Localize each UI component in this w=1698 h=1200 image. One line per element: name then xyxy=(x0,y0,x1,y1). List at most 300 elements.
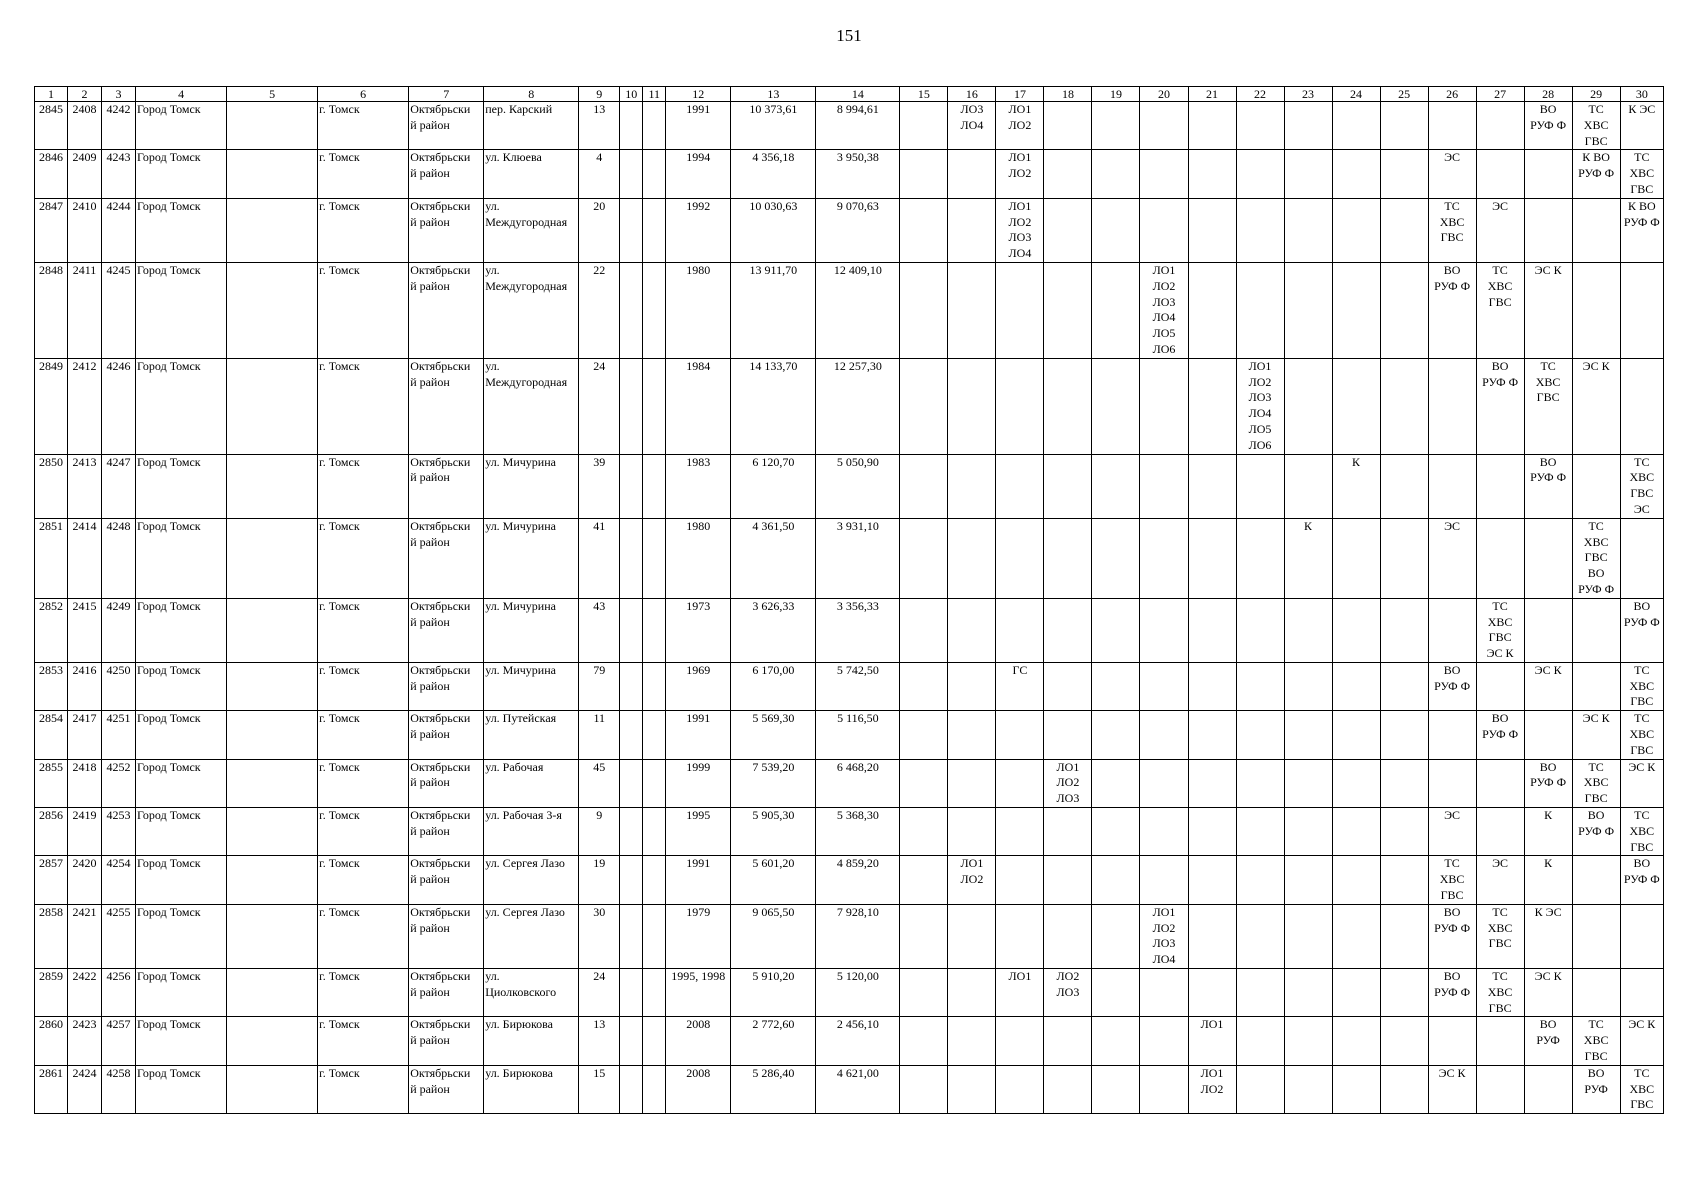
table-cell-col-16 xyxy=(948,662,996,710)
table-cell-col-21 xyxy=(1188,150,1236,198)
table-cell-col-16 xyxy=(948,1065,996,1113)
table-cell-col-17: ЛО1 xyxy=(996,969,1044,1017)
table-cell-col-8: ул. Рабочая 3-я xyxy=(484,808,579,856)
table-cell-col-23 xyxy=(1284,759,1332,807)
table-cell-col-19 xyxy=(1092,150,1140,198)
table-cell-col-22 xyxy=(1236,662,1284,710)
table-cell-col-30 xyxy=(1620,518,1663,598)
table-cell-col-4: Город Томск xyxy=(136,454,227,518)
table-header-row xyxy=(35,87,1664,102)
table-cell-col-4: Город Томск xyxy=(136,856,227,904)
table-cell-col-2: 2424 xyxy=(68,1065,102,1113)
table-cell-col-27: ТС ХВС ГВС xyxy=(1476,969,1524,1017)
table-cell-col-4: Город Томск xyxy=(136,198,227,262)
column-header-1: 1 xyxy=(35,87,68,102)
table-cell-col-14: 12 257,30 xyxy=(816,358,900,454)
table-cell-col-1: 2860 xyxy=(35,1017,68,1065)
table-cell-col-14: 6 468,20 xyxy=(816,759,900,807)
table-cell-col-24 xyxy=(1332,102,1380,150)
table-cell-col-8: ул. Сергея Лазо xyxy=(484,856,579,904)
table-cell-col-18 xyxy=(1044,198,1092,262)
table-cell-col-10 xyxy=(620,262,643,358)
table-cell-col-6: г. Томск xyxy=(318,969,409,1017)
table-cell-col-27 xyxy=(1476,454,1524,518)
table-cell-col-5 xyxy=(227,904,318,968)
table-cell-col-26 xyxy=(1428,1017,1476,1065)
table-cell-col-3: 4253 xyxy=(102,808,136,856)
table-cell-col-4: Город Томск xyxy=(136,518,227,598)
table-cell-col-5 xyxy=(227,1065,318,1113)
table-cell-col-25 xyxy=(1380,198,1428,262)
table-cell-col-1: 2848 xyxy=(35,262,68,358)
table-cell-col-23 xyxy=(1284,358,1332,454)
table-cell-col-30: ВО РУФ Ф xyxy=(1620,598,1663,662)
table-cell-col-12: 2008 xyxy=(666,1065,731,1113)
table-cell-col-30: К ВО РУФ Ф xyxy=(1620,198,1663,262)
table-cell-col-21 xyxy=(1188,808,1236,856)
table-cell-col-19 xyxy=(1092,711,1140,759)
table-cell-col-17: ЛО1 ЛО2 ЛО3 ЛО4 xyxy=(996,198,1044,262)
table-cell-col-6: г. Томск xyxy=(318,808,409,856)
table-cell-col-27: ВО РУФ Ф xyxy=(1476,358,1524,454)
table-cell-col-27 xyxy=(1476,518,1524,598)
table-cell-col-8: пер. Карский xyxy=(484,102,579,150)
table-cell-col-27 xyxy=(1476,150,1524,198)
table-row xyxy=(35,904,1664,968)
table-cell-col-29 xyxy=(1572,454,1620,518)
table-cell-col-6: г. Томск xyxy=(318,198,409,262)
table-cell-col-16 xyxy=(948,759,996,807)
table-cell-col-22 xyxy=(1236,711,1284,759)
table-cell-col-26: ЭС xyxy=(1428,518,1476,598)
table-cell-col-10 xyxy=(620,662,643,710)
table-cell-col-23 xyxy=(1284,262,1332,358)
table-cell-col-11 xyxy=(643,518,666,598)
table-cell-col-17 xyxy=(996,711,1044,759)
column-header-7: 7 xyxy=(409,87,484,102)
table-cell-col-4: Город Томск xyxy=(136,1017,227,1065)
table-cell-col-8: ул. Путейская xyxy=(484,711,579,759)
table-cell-col-9: 20 xyxy=(579,198,620,262)
table-cell-col-5 xyxy=(227,598,318,662)
table-cell-col-8: ул. Мичурина xyxy=(484,598,579,662)
column-header-14: 14 xyxy=(816,87,900,102)
table-cell-col-20 xyxy=(1140,102,1188,150)
table-cell-col-22 xyxy=(1236,904,1284,968)
table-cell-col-9: 4 xyxy=(579,150,620,198)
column-header-12: 12 xyxy=(666,87,731,102)
table-cell-col-11 xyxy=(643,711,666,759)
table-cell-col-8: ул. Междугородная xyxy=(484,198,579,262)
table-cell-col-13: 7 539,20 xyxy=(731,759,816,807)
table-cell-col-2: 2418 xyxy=(68,759,102,807)
table-cell-col-11 xyxy=(643,808,666,856)
table-cell-col-25 xyxy=(1380,808,1428,856)
table-cell-col-17 xyxy=(996,808,1044,856)
column-header-9: 9 xyxy=(579,87,620,102)
table-cell-col-14: 12 409,10 xyxy=(816,262,900,358)
table-cell-col-29: ТС ХВС ГВС xyxy=(1572,759,1620,807)
table-cell-col-5 xyxy=(227,1017,318,1065)
column-header-4: 4 xyxy=(136,87,227,102)
table-cell-col-30: ВО РУФ Ф xyxy=(1620,856,1663,904)
table-cell-col-18 xyxy=(1044,358,1092,454)
table-cell-col-20 xyxy=(1140,150,1188,198)
table-cell-col-6: г. Томск xyxy=(318,711,409,759)
table-cell-col-15 xyxy=(900,198,948,262)
table-cell-col-27 xyxy=(1476,102,1524,150)
table-cell-col-13: 4 356,18 xyxy=(731,150,816,198)
table-cell-col-18 xyxy=(1044,518,1092,598)
table-cell-col-23 xyxy=(1284,904,1332,968)
table-cell-col-20 xyxy=(1140,856,1188,904)
column-header-30: 30 xyxy=(1620,87,1663,102)
column-header-26: 26 xyxy=(1428,87,1476,102)
table-cell-col-4: Город Томск xyxy=(136,358,227,454)
table-cell-col-27: ВО РУФ Ф xyxy=(1476,711,1524,759)
table-cell-col-21 xyxy=(1188,856,1236,904)
table-row xyxy=(35,598,1664,662)
table-cell-col-9: 24 xyxy=(579,358,620,454)
table-cell-col-26: ТС ХВС ГВС xyxy=(1428,198,1476,262)
table-cell-col-9: 30 xyxy=(579,904,620,968)
table-cell-col-19 xyxy=(1092,1065,1140,1113)
table-cell-col-7: Октябрьски й район xyxy=(409,1065,484,1113)
table-cell-col-13: 5 905,30 xyxy=(731,808,816,856)
table-cell-col-3: 4246 xyxy=(102,358,136,454)
table-cell-col-7: Октябрьски й район xyxy=(409,454,484,518)
table-cell-col-27: ЭС xyxy=(1476,856,1524,904)
table-cell-col-13: 5 601,20 xyxy=(731,856,816,904)
table-cell-col-21 xyxy=(1188,518,1236,598)
table-cell-col-12: 1992 xyxy=(666,198,731,262)
table-cell-col-16 xyxy=(948,518,996,598)
table-cell-col-30: ТС ХВС ГВС xyxy=(1620,808,1663,856)
table-cell-col-6: г. Томск xyxy=(318,1017,409,1065)
table-cell-col-30 xyxy=(1620,969,1663,1017)
table-cell-col-15 xyxy=(900,856,948,904)
column-header-2: 2 xyxy=(68,87,102,102)
table-cell-col-1: 2852 xyxy=(35,598,68,662)
table-cell-col-9: 41 xyxy=(579,518,620,598)
table-cell-col-30: ЭС К xyxy=(1620,1017,1663,1065)
table-cell-col-27 xyxy=(1476,1065,1524,1113)
table-cell-col-30: ТС ХВС ГВС xyxy=(1620,150,1663,198)
column-header-25: 25 xyxy=(1380,87,1428,102)
table-cell-col-12: 1980 xyxy=(666,518,731,598)
table-cell-col-6: г. Томск xyxy=(318,518,409,598)
table-cell-col-17 xyxy=(996,1017,1044,1065)
table-cell-col-18 xyxy=(1044,856,1092,904)
table-cell-col-18: ЛО1 ЛО2 ЛО3 xyxy=(1044,759,1092,807)
table-cell-col-1: 2849 xyxy=(35,358,68,454)
table-cell-col-3: 4249 xyxy=(102,598,136,662)
table-cell-col-25 xyxy=(1380,969,1428,1017)
table-cell-col-2: 2409 xyxy=(68,150,102,198)
table-cell-col-13: 13 911,70 xyxy=(731,262,816,358)
table-cell-col-23 xyxy=(1284,711,1332,759)
table-cell-col-17 xyxy=(996,358,1044,454)
housing-registry-table xyxy=(34,86,1664,1114)
table-cell-col-28: К ЭС xyxy=(1524,904,1572,968)
table-cell-col-14: 5 116,50 xyxy=(816,711,900,759)
table-cell-col-20 xyxy=(1140,1017,1188,1065)
table-cell-col-7: Октябрьски й район xyxy=(409,262,484,358)
table-cell-col-9: 11 xyxy=(579,711,620,759)
table-cell-col-14: 5 368,30 xyxy=(816,808,900,856)
table-cell-col-7: Октябрьски й район xyxy=(409,969,484,1017)
table-cell-col-21 xyxy=(1188,598,1236,662)
table-row xyxy=(35,808,1664,856)
table-cell-col-24 xyxy=(1332,662,1380,710)
table-cell-col-16 xyxy=(948,262,996,358)
table-cell-col-12: 1979 xyxy=(666,904,731,968)
table-cell-col-2: 2420 xyxy=(68,856,102,904)
table-cell-col-2: 2423 xyxy=(68,1017,102,1065)
table-cell-col-6: г. Томск xyxy=(318,856,409,904)
column-header-19: 19 xyxy=(1092,87,1140,102)
table-cell-col-6: г. Томск xyxy=(318,1065,409,1113)
table-cell-col-20: ЛО1 ЛО2 ЛО3 ЛО4 xyxy=(1140,904,1188,968)
table-cell-col-22 xyxy=(1236,518,1284,598)
table-cell-col-9: 9 xyxy=(579,808,620,856)
table-cell-col-15 xyxy=(900,598,948,662)
table-cell-col-24 xyxy=(1332,808,1380,856)
table-cell-col-10 xyxy=(620,1065,643,1113)
table-cell-col-11 xyxy=(643,358,666,454)
table-cell-col-19 xyxy=(1092,454,1140,518)
table-cell-col-17: ЛО1 ЛО2 xyxy=(996,102,1044,150)
table-cell-col-20 xyxy=(1140,759,1188,807)
table-cell-col-25 xyxy=(1380,1017,1428,1065)
column-header-3: 3 xyxy=(102,87,136,102)
table-cell-col-20 xyxy=(1140,969,1188,1017)
table-cell-col-30: ТС ХВС ГВС ЭС xyxy=(1620,454,1663,518)
table-cell-col-30: К ЭС xyxy=(1620,102,1663,150)
table-cell-col-28: ВО РУФ Ф xyxy=(1524,102,1572,150)
table-cell-col-26 xyxy=(1428,454,1476,518)
table-cell-col-12: 1991 xyxy=(666,856,731,904)
table-cell-col-19 xyxy=(1092,904,1140,968)
table-cell-col-22 xyxy=(1236,1017,1284,1065)
table-cell-col-11 xyxy=(643,969,666,1017)
table-cell-col-6: г. Томск xyxy=(318,262,409,358)
column-header-15: 15 xyxy=(900,87,948,102)
table-cell-col-9: 45 xyxy=(579,759,620,807)
table-cell-col-4: Город Томск xyxy=(136,662,227,710)
table-cell-col-26 xyxy=(1428,759,1476,807)
table-cell-col-4: Город Томск xyxy=(136,904,227,968)
table-cell-col-22: ЛО1 ЛО2 ЛО3 ЛО4 ЛО5 ЛО6 xyxy=(1236,358,1284,454)
table-cell-col-19 xyxy=(1092,358,1140,454)
column-header-29: 29 xyxy=(1572,87,1620,102)
table-cell-col-11 xyxy=(643,856,666,904)
table-cell-col-3: 4248 xyxy=(102,518,136,598)
table-cell-col-1: 2850 xyxy=(35,454,68,518)
table-cell-col-3: 4258 xyxy=(102,1065,136,1113)
table-cell-col-14: 2 456,10 xyxy=(816,1017,900,1065)
column-header-8: 8 xyxy=(484,87,579,102)
table-cell-col-28 xyxy=(1524,1065,1572,1113)
table-row xyxy=(35,102,1664,150)
table-cell-col-29 xyxy=(1572,198,1620,262)
table-cell-col-9: 24 xyxy=(579,969,620,1017)
table-cell-col-15 xyxy=(900,662,948,710)
table-cell-col-11 xyxy=(643,102,666,150)
table-cell-col-3: 4257 xyxy=(102,1017,136,1065)
table-cell-col-14: 3 356,33 xyxy=(816,598,900,662)
table-cell-col-12: 1994 xyxy=(666,150,731,198)
table-cell-col-5 xyxy=(227,856,318,904)
table-cell-col-4: Город Томск xyxy=(136,102,227,150)
table-cell-col-10 xyxy=(620,358,643,454)
table-cell-col-7: Октябрьски й район xyxy=(409,598,484,662)
table-cell-col-26: ЭС xyxy=(1428,150,1476,198)
table-cell-col-14: 3 931,10 xyxy=(816,518,900,598)
table-cell-col-11 xyxy=(643,904,666,968)
table-cell-col-24 xyxy=(1332,262,1380,358)
table-cell-col-5 xyxy=(227,454,318,518)
table-cell-col-28: ЭС К xyxy=(1524,969,1572,1017)
table-cell-col-16: ЛО3 ЛО4 xyxy=(948,102,996,150)
table-cell-col-10 xyxy=(620,904,643,968)
table-cell-col-29: ТС ХВС ГВС xyxy=(1572,1017,1620,1065)
table-cell-col-27: ТС ХВС ГВС xyxy=(1476,904,1524,968)
table-cell-col-30: ТС ХВС ГВС xyxy=(1620,711,1663,759)
table-cell-col-29: ТС ХВС ГВС xyxy=(1572,102,1620,150)
table-cell-col-18 xyxy=(1044,711,1092,759)
table-cell-col-22 xyxy=(1236,856,1284,904)
table-cell-col-24 xyxy=(1332,1017,1380,1065)
table-cell-col-24 xyxy=(1332,1065,1380,1113)
table-cell-col-17 xyxy=(996,518,1044,598)
table-cell-col-15 xyxy=(900,808,948,856)
table-cell-col-28: ВО РУФ xyxy=(1524,1017,1572,1065)
table-cell-col-18 xyxy=(1044,662,1092,710)
table-cell-col-19 xyxy=(1092,969,1140,1017)
table-cell-col-28: ЭС К xyxy=(1524,662,1572,710)
table-cell-col-27 xyxy=(1476,662,1524,710)
table-cell-col-28: К xyxy=(1524,856,1572,904)
table-cell-col-2: 2415 xyxy=(68,598,102,662)
table-cell-col-21 xyxy=(1188,198,1236,262)
table-cell-col-24: К xyxy=(1332,454,1380,518)
table-cell-col-24 xyxy=(1332,969,1380,1017)
table-cell-col-15 xyxy=(900,150,948,198)
table-cell-col-1: 2857 xyxy=(35,856,68,904)
table-cell-col-11 xyxy=(643,454,666,518)
table-cell-col-9: 79 xyxy=(579,662,620,710)
table-cell-col-28 xyxy=(1524,598,1572,662)
table-cell-col-22 xyxy=(1236,598,1284,662)
table-cell-col-11 xyxy=(643,1017,666,1065)
table-cell-col-19 xyxy=(1092,518,1140,598)
table-cell-col-10 xyxy=(620,1017,643,1065)
table-cell-col-13: 6 120,70 xyxy=(731,454,816,518)
table-cell-col-17 xyxy=(996,262,1044,358)
table-cell-col-26: ТС ХВС ГВС xyxy=(1428,856,1476,904)
table-cell-col-8: ул. Мичурина xyxy=(484,454,579,518)
table-cell-col-19 xyxy=(1092,759,1140,807)
table-cell-col-24 xyxy=(1332,598,1380,662)
table-cell-col-28 xyxy=(1524,518,1572,598)
table-cell-col-7: Октябрьски й район xyxy=(409,358,484,454)
table-cell-col-22 xyxy=(1236,759,1284,807)
table-cell-col-16 xyxy=(948,598,996,662)
table-cell-col-24 xyxy=(1332,759,1380,807)
table-cell-col-1: 2859 xyxy=(35,969,68,1017)
table-cell-col-1: 2851 xyxy=(35,518,68,598)
table-cell-col-27: ТС ХВС ГВС xyxy=(1476,262,1524,358)
table-cell-col-3: 4251 xyxy=(102,711,136,759)
table-row xyxy=(35,969,1664,1017)
column-header-10: 10 xyxy=(620,87,643,102)
table-cell-col-28: ВО РУФ Ф xyxy=(1524,454,1572,518)
table-cell-col-14: 7 928,10 xyxy=(816,904,900,968)
table-cell-col-4: Город Томск xyxy=(136,150,227,198)
table-cell-col-12: 1984 xyxy=(666,358,731,454)
table-cell-col-21 xyxy=(1188,969,1236,1017)
table-cell-col-3: 4255 xyxy=(102,904,136,968)
table-cell-col-17: ЛО1 ЛО2 xyxy=(996,150,1044,198)
table-cell-col-12: 1991 xyxy=(666,102,731,150)
table-cell-col-25 xyxy=(1380,711,1428,759)
table-cell-col-13: 3 626,33 xyxy=(731,598,816,662)
table-cell-col-15 xyxy=(900,454,948,518)
table-cell-col-12: 2008 xyxy=(666,1017,731,1065)
table-cell-col-24 xyxy=(1332,358,1380,454)
table-cell-col-29: ЭС К xyxy=(1572,711,1620,759)
table-cell-col-2: 2412 xyxy=(68,358,102,454)
column-header-21: 21 xyxy=(1188,87,1236,102)
table-cell-col-23 xyxy=(1284,454,1332,518)
table-cell-col-19 xyxy=(1092,808,1140,856)
table-cell-col-10 xyxy=(620,598,643,662)
table-cell-col-18 xyxy=(1044,454,1092,518)
table-cell-col-17: ГС xyxy=(996,662,1044,710)
table-cell-col-14: 5 742,50 xyxy=(816,662,900,710)
table-cell-col-11 xyxy=(643,262,666,358)
table-cell-col-25 xyxy=(1380,262,1428,358)
table-cell-col-16 xyxy=(948,711,996,759)
table-cell-col-29 xyxy=(1572,856,1620,904)
table-cell-col-26: ВО РУФ Ф xyxy=(1428,904,1476,968)
table-cell-col-20 xyxy=(1140,598,1188,662)
table-cell-col-19 xyxy=(1092,662,1140,710)
table-cell-col-27 xyxy=(1476,808,1524,856)
table-cell-col-6: г. Томск xyxy=(318,102,409,150)
table-cell-col-20 xyxy=(1140,454,1188,518)
table-cell-col-13: 14 133,70 xyxy=(731,358,816,454)
table-cell-col-29 xyxy=(1572,969,1620,1017)
table-cell-col-10 xyxy=(620,856,643,904)
page-number: 151 xyxy=(836,26,862,45)
table-cell-col-14: 5 050,90 xyxy=(816,454,900,518)
table-cell-col-18 xyxy=(1044,1065,1092,1113)
table-cell-col-26 xyxy=(1428,598,1476,662)
table-cell-col-29 xyxy=(1572,904,1620,968)
table-cell-col-13: 10 373,61 xyxy=(731,102,816,150)
table-cell-col-18 xyxy=(1044,598,1092,662)
table-cell-col-26: ЭС К xyxy=(1428,1065,1476,1113)
table-cell-col-23 xyxy=(1284,969,1332,1017)
table-cell-col-16 xyxy=(948,1017,996,1065)
table-cell-col-15 xyxy=(900,711,948,759)
table-cell-col-21 xyxy=(1188,102,1236,150)
table-cell-col-4: Город Томск xyxy=(136,711,227,759)
table-cell-col-12: 1999 xyxy=(666,759,731,807)
table-cell-col-25 xyxy=(1380,759,1428,807)
